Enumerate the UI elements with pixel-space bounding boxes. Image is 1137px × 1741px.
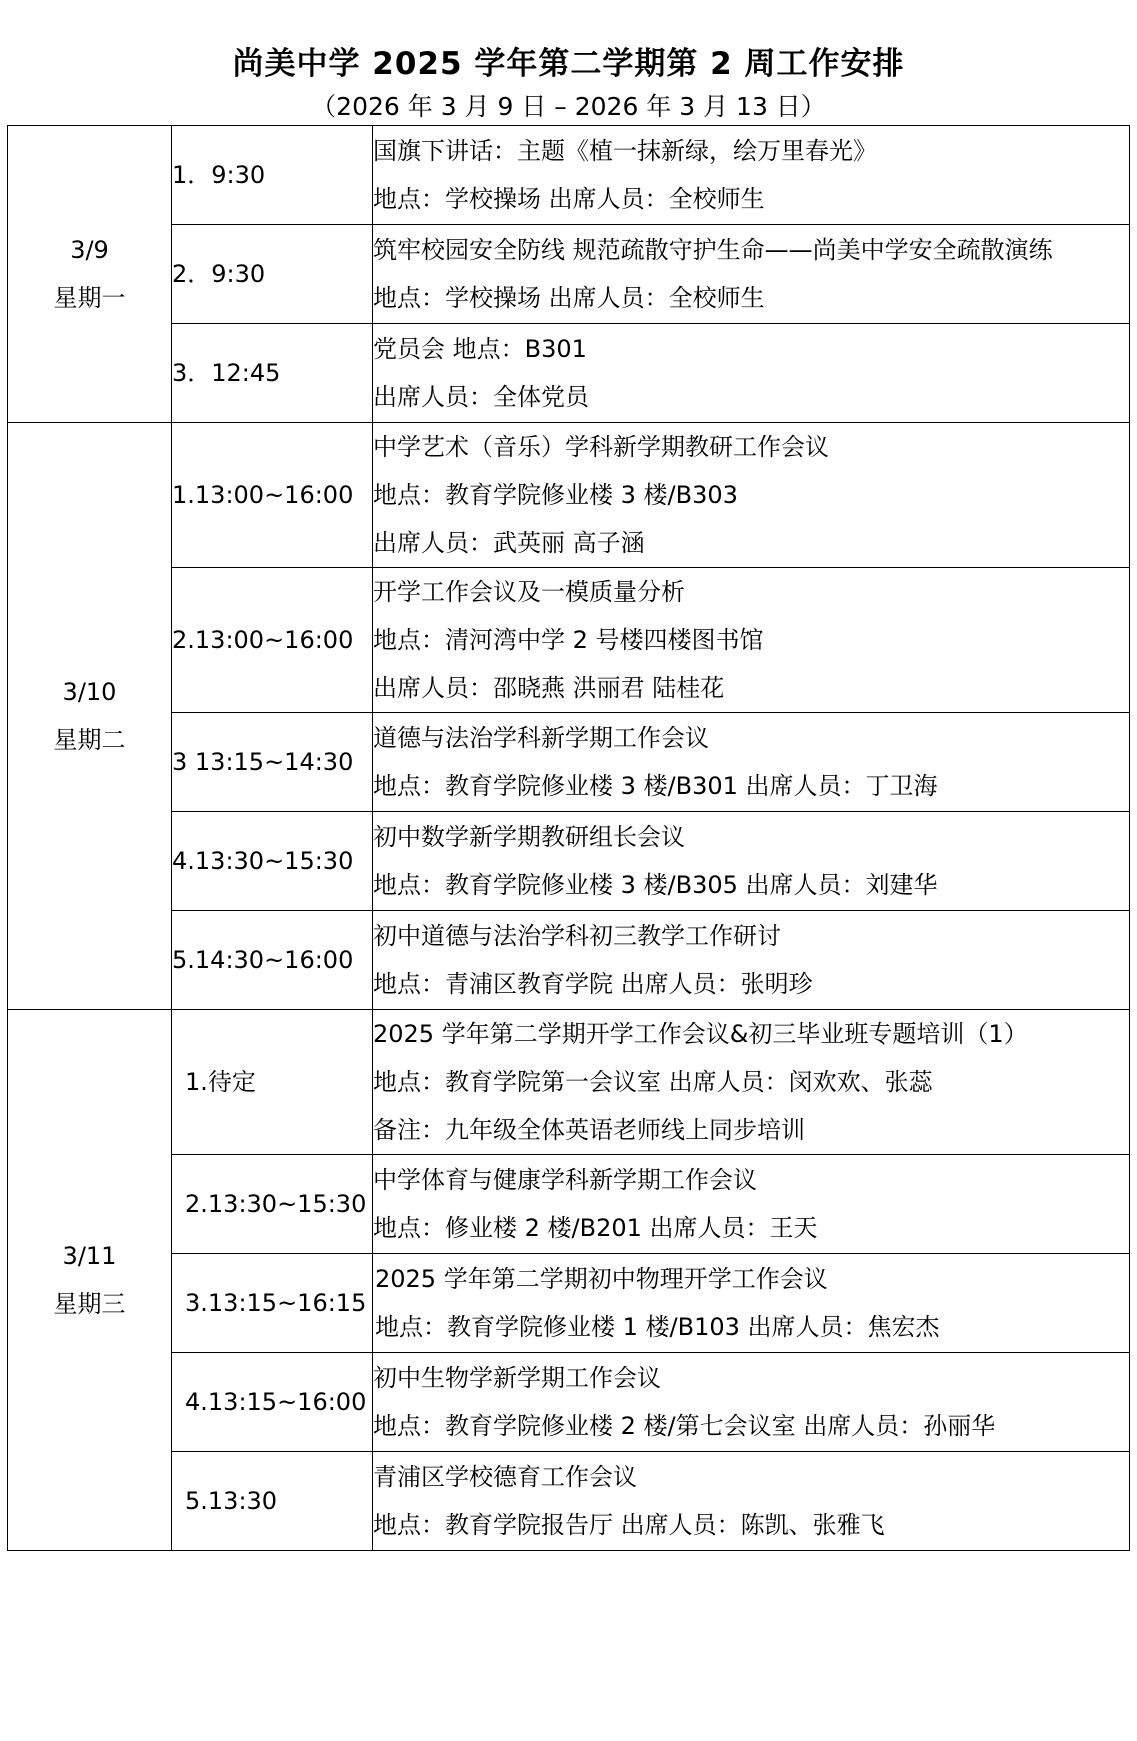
item-cell [373,1010,1130,1155]
table-row [8,1155,1130,1254]
item-line: 地点：教育学院修业楼 2 楼/第七会议室 出席人员：孙丽华 [373,1412,996,1440]
item-cell [373,423,1130,568]
schedule-table [7,125,1130,1551]
day-weekday: 星期一 [53,284,126,312]
day-weekday: 星期三 [53,1290,126,1318]
item-line: 地点：青浦区教育学院 出席人员：张明珍 [373,970,813,998]
day-date: 3/11 [62,1242,117,1270]
item-line: 地点：教育学院修业楼 3 楼/B305 出席人员：刘建华 [373,871,938,899]
time-cell: 1.13:00~16:00 [172,423,373,568]
item-line: 2025 学年第二学期开学工作会议&初三毕业班专题培训（1） [373,1020,1028,1048]
table-row [8,911,1130,1010]
item-cell [373,1155,1130,1254]
day-date: 3/9 [70,236,109,264]
time-cell: 2.13:00~16:00 [172,568,373,713]
item-line: 初中生物学新学期工作会议 [373,1364,661,1392]
item-line: 地点：教育学院修业楼 3 楼/B301 出席人员：丁卫海 [373,772,938,800]
item-cell [373,225,1130,324]
table-row [8,1452,1130,1551]
item-line: 开学工作会议及一模质量分析 [373,578,685,606]
date-range: （2026 年 3 月 9 日 – 2026 年 3 月 13 日） [311,92,826,121]
item-line: 中学体育与健康学科新学期工作会议 [373,1166,757,1194]
item-line: 地点：学校操场 出席人员：全校师生 [373,284,765,312]
table-row [8,713,1130,812]
table-row [8,423,1130,568]
item-line: 2025 学年第二学期初中物理开学工作会议 [375,1265,828,1293]
page-title: 尚美中学 2025 学年第二学期第 2 周工作安排 [232,46,905,82]
day-cell [8,1010,172,1551]
item-line: 初中数学新学期教研组长会议 [373,823,685,851]
time-cell: 4.13:30~15:30 [172,812,373,911]
time-cell: 2．9:30 [172,225,373,324]
item-cell [373,324,1130,423]
time-cell: 1．9:30 [172,126,373,225]
item-cell [373,713,1130,812]
item-line: 党员会 地点：B301 [373,335,587,363]
item-line: 备注：九年级全体英语老师线上同步培训 [373,1116,805,1144]
item-line: 国旗下讲话：主题《植一抹新绿，绘万里春光》 [373,137,877,165]
item-line: 出席人员：邵晓燕 洪丽君 陆桂花 [373,674,725,702]
item-line: 筑牢校园安全防线 规范疏散守护生命——尚美中学安全疏散演练 [373,236,1053,264]
table-row [8,568,1130,713]
item-line: 地点：教育学院第一会议室 出席人员：闵欢欢、张蕊 [373,1068,933,1096]
item-cell [373,1254,1130,1353]
item-line: 地点：修业楼 2 楼/B201 出席人员：王天 [373,1214,818,1242]
time-cell: 3.13:15~16:15 [172,1254,373,1353]
time-cell: 4.13:15~16:00 [172,1353,373,1452]
day-cell [8,126,172,423]
item-cell [373,126,1130,225]
item-cell [373,1353,1130,1452]
table-row [8,812,1130,911]
item-line: 中学艺术（音乐）学科新学期教研工作会议 [373,433,829,461]
table-row [8,1353,1130,1452]
time-cell: 5.14:30~16:00 [172,911,373,1010]
time-cell: 2.13:30~15:30 [172,1155,373,1254]
day-cell [8,423,172,1010]
time-cell: 3 13:15~14:30 [172,713,373,812]
table-row [8,225,1130,324]
item-line: 地点：学校操场 出席人员：全校师生 [373,185,765,213]
item-line: 地点：教育学院报告厅 出席人员：陈凯、张雅飞 [373,1511,885,1539]
table-row [8,1254,1130,1353]
item-line: 地点：教育学院修业楼 3 楼/B303 [373,481,738,509]
day-weekday: 星期二 [53,726,126,754]
item-line: 初中道德与法治学科初三教学工作研讨 [373,922,781,950]
item-line: 出席人员：武英丽 高子涵 [373,529,645,557]
item-cell [373,568,1130,713]
time-cell: 3．12:45 [172,324,373,423]
item-line: 道德与法治学科新学期工作会议 [373,724,709,752]
item-line: 出席人员：全体党员 [373,383,589,411]
table-row [8,126,1130,225]
table-row [8,324,1130,423]
item-line: 地点：教育学院修业楼 1 楼/B103 出席人员：焦宏杰 [375,1313,940,1341]
item-line: 青浦区学校德育工作会议 [373,1463,637,1491]
time-cell: 1.待定 [172,1010,373,1155]
day-date: 3/10 [62,678,117,706]
item-cell [373,1452,1130,1551]
item-cell [373,911,1130,1010]
time-cell: 5.13:30 [172,1452,373,1551]
table-row [8,1010,1130,1155]
item-cell [373,812,1130,911]
item-line: 地点：清河湾中学 2 号楼四楼图书馆 [373,626,764,654]
